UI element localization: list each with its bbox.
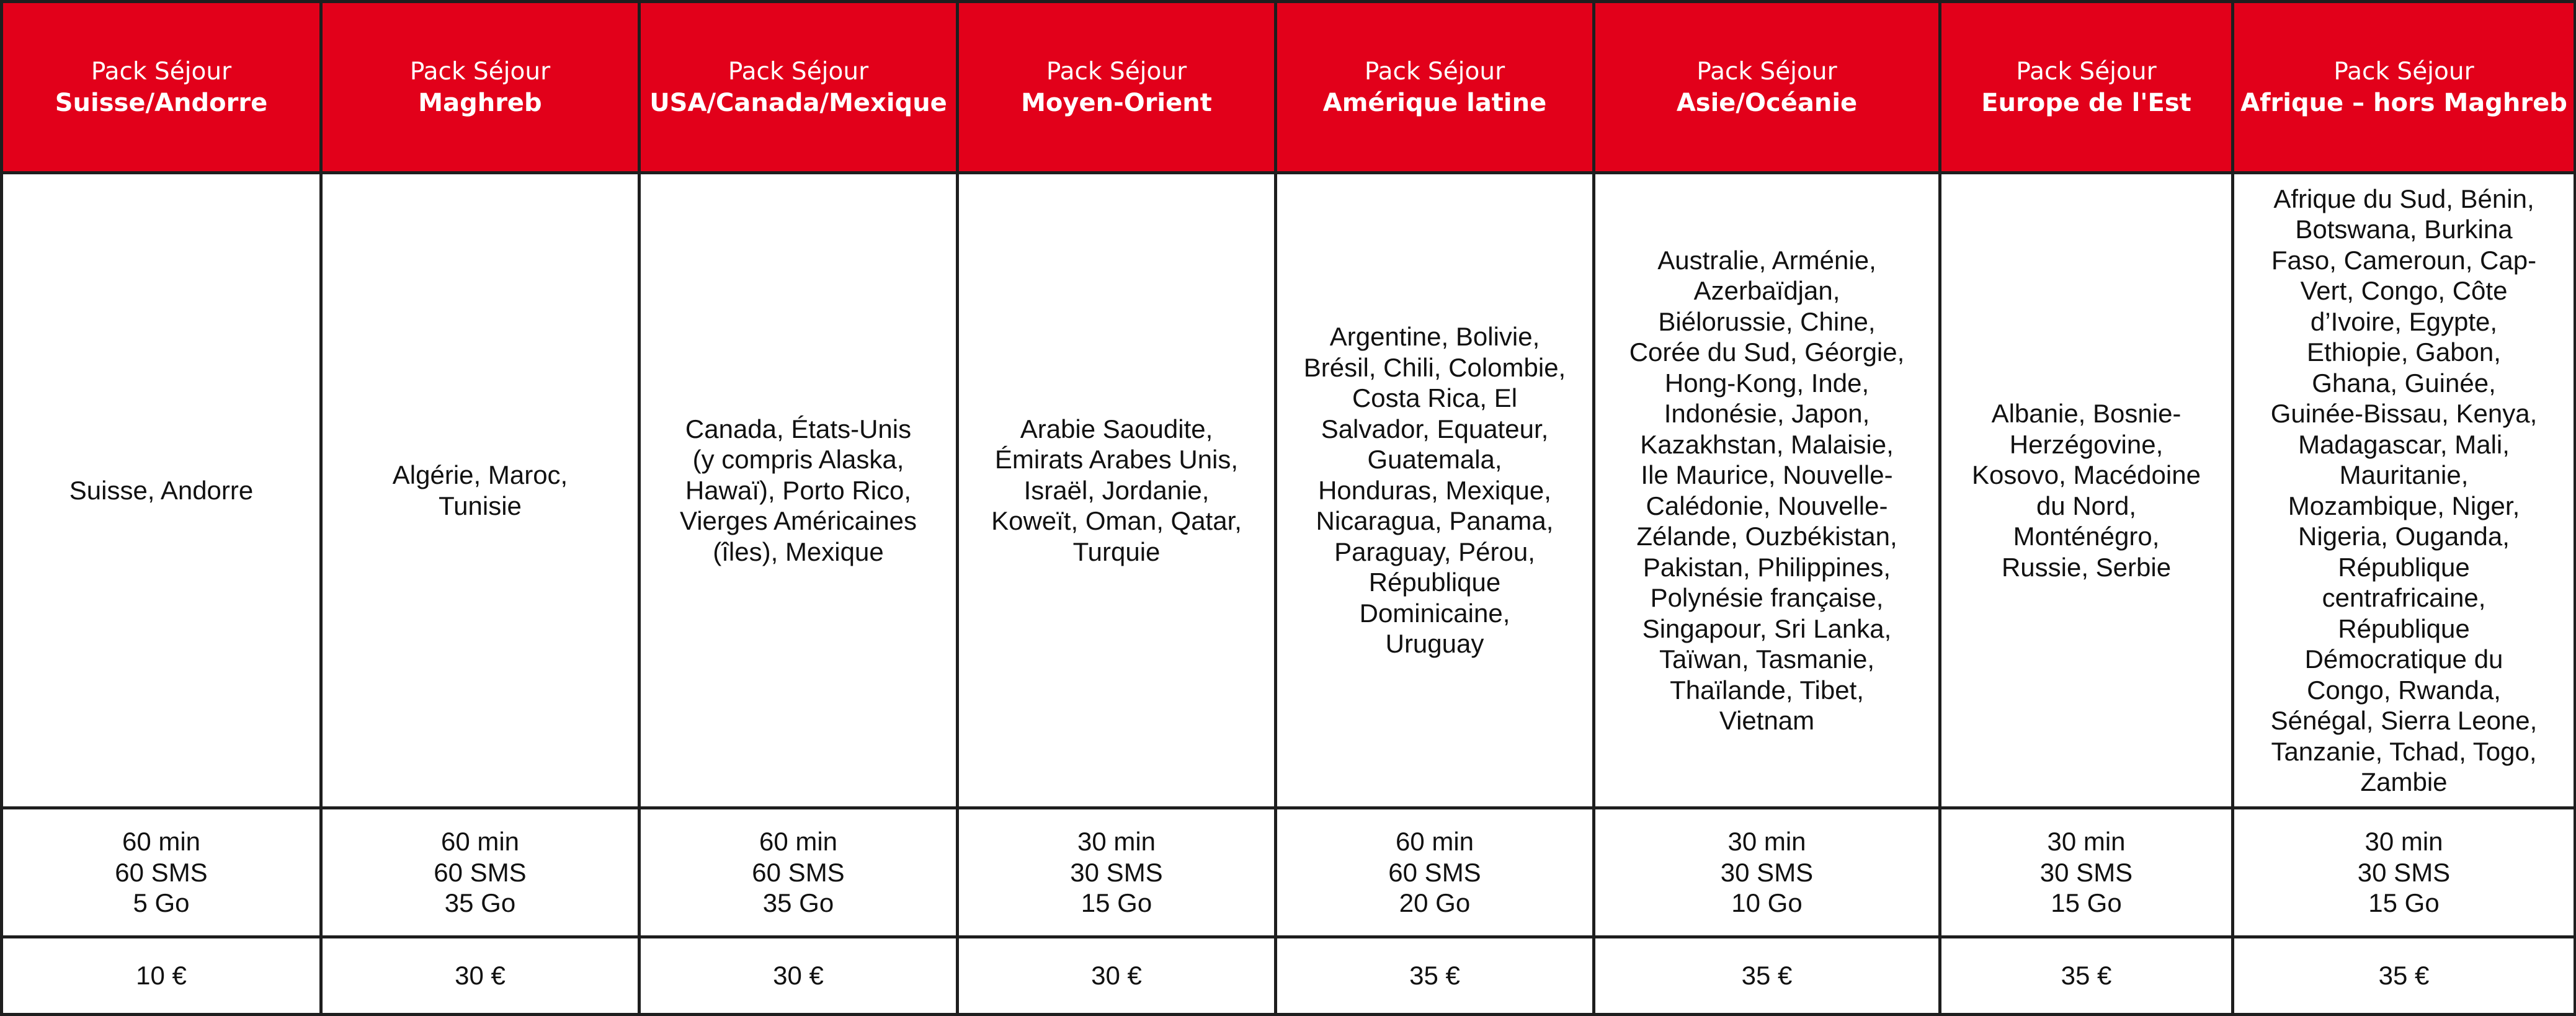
pack-header bbox=[1940, 2, 2233, 173]
allowance-line: 30 SMS bbox=[2039, 857, 2133, 887]
pack-name: Afrique – hors Maghreb bbox=[2240, 88, 2567, 117]
country-line: Kazakhstan, Malaisie, bbox=[1640, 429, 1894, 459]
pack-header-prefix: Pack Séjour bbox=[1046, 57, 1187, 86]
pack-allowance bbox=[321, 808, 640, 937]
country-line: Thaïlande, Tibet, bbox=[1670, 675, 1864, 705]
country-line: Honduras, Mexique, bbox=[1318, 475, 1551, 505]
pack-name: Europe de l'Est bbox=[1981, 88, 2191, 117]
allowance-line: 60 min bbox=[122, 827, 201, 857]
pack-header-prefix: Pack Séjour bbox=[2016, 57, 2157, 86]
country-line: Nicaragua, Panama, bbox=[1316, 506, 1554, 536]
pack-header bbox=[2, 2, 321, 173]
pack-header bbox=[1276, 2, 1594, 173]
pack-price: 35 € bbox=[1276, 937, 1594, 1015]
country-line: Russie, Serbie bbox=[2001, 552, 2172, 582]
allowance-line: 15 Go bbox=[1081, 888, 1152, 918]
price-row bbox=[2, 937, 2575, 1015]
country-line: Turquie bbox=[1072, 537, 1161, 566]
pack-header-prefix: Pack Séjour bbox=[2333, 57, 2474, 86]
pack-name: Suisse/Andorre bbox=[55, 88, 268, 117]
allowance-line: 30 SMS bbox=[1070, 857, 1163, 887]
pack-countries bbox=[2, 173, 321, 808]
country-line: Émirats Arabes Unis, bbox=[994, 445, 1239, 475]
country-line: Salvador, Equateur, bbox=[1321, 414, 1549, 443]
pack-allowance bbox=[958, 808, 1276, 937]
country-line: Démocratique du bbox=[2304, 644, 2503, 674]
country-line: Sénégal, Sierra Leone, bbox=[2270, 706, 2538, 735]
offer-row bbox=[2, 808, 2575, 937]
country-line: République bbox=[2338, 613, 2470, 643]
country-line: Vert, Congo, Côte bbox=[2300, 276, 2508, 305]
allowance-line: 30 min bbox=[1077, 827, 1156, 857]
allowance-line: 30 SMS bbox=[2357, 857, 2451, 887]
country-line: Afrique du Sud, Bénin, bbox=[2273, 184, 2534, 213]
pack-name: USA/Canada/Mexique bbox=[649, 88, 947, 117]
pack-price: 30 € bbox=[321, 937, 640, 1015]
allowance-line: 15 Go bbox=[2051, 888, 2122, 918]
pack-allowance bbox=[1276, 808, 1594, 937]
pack-name: Maghreb bbox=[418, 88, 542, 117]
pack-allowance bbox=[2, 808, 321, 937]
pack-price: 35 € bbox=[1594, 937, 1940, 1015]
country-line: Vierges Américaines bbox=[679, 506, 917, 536]
country-line: Vietnam bbox=[1719, 706, 1815, 735]
country-line: d’Ivoire, Egypte, bbox=[2310, 306, 2498, 336]
pack-header bbox=[2233, 2, 2575, 173]
pack-countries bbox=[1594, 173, 1940, 808]
country-line: Algérie, Maroc, bbox=[392, 460, 568, 489]
allowance-line: 35 Go bbox=[444, 888, 516, 918]
allowance-line: 30 SMS bbox=[1720, 857, 1814, 887]
country-line: Albanie, Bosnie- bbox=[1991, 399, 2182, 428]
country-line: Azerbaïdjan, bbox=[1693, 276, 1840, 305]
pack-name: Amérique latine bbox=[1322, 88, 1547, 117]
country-line: Costa Rica, El bbox=[1352, 383, 1518, 413]
country-line: République bbox=[1368, 568, 1501, 597]
allowance-line: 15 Go bbox=[2368, 888, 2440, 918]
allowance-line: 60 min bbox=[440, 827, 520, 857]
country-line: Uruguay bbox=[1385, 629, 1484, 659]
country-line: Botswana, Burkina bbox=[2295, 215, 2513, 244]
country-line: République bbox=[2338, 552, 2470, 582]
country-line: Herzégovine, bbox=[2009, 429, 2164, 459]
allowance-line: 60 SMS bbox=[115, 857, 208, 887]
pack-price: 30 € bbox=[640, 937, 958, 1015]
country-line: Monténégro, bbox=[2013, 522, 2160, 551]
country-line: Guinée-Bissau, Kenya, bbox=[2270, 399, 2538, 428]
pack-price: 35 € bbox=[1940, 937, 2233, 1015]
pack-price: 30 € bbox=[958, 937, 1276, 1015]
allowance-line: 60 SMS bbox=[752, 857, 845, 887]
allowance-line: 35 Go bbox=[762, 888, 834, 918]
country-line: Ile Maurice, Nouvelle- bbox=[1641, 460, 1893, 489]
country-line: Mauritanie, bbox=[2339, 460, 2469, 489]
allowance-line: 5 Go bbox=[133, 888, 190, 918]
pack-header-prefix: Pack Séjour bbox=[409, 57, 551, 86]
country-line: Ethiopie, Gabon, bbox=[2307, 337, 2501, 367]
country-line: (îles), Mexique bbox=[713, 537, 884, 566]
pack-price: 35 € bbox=[2233, 937, 2575, 1015]
country-line: Corée du Sud, Géorgie, bbox=[1629, 337, 1905, 367]
pack-allowance bbox=[2233, 808, 2575, 937]
pack-header bbox=[958, 2, 1276, 173]
pack-allowance bbox=[640, 808, 958, 937]
pack-header-prefix: Pack Séjour bbox=[91, 57, 232, 86]
country-line: Australie, Arménie, bbox=[1657, 245, 1876, 275]
pack-header bbox=[640, 2, 958, 173]
allowance-line: 60 min bbox=[759, 827, 838, 857]
pack-countries bbox=[640, 173, 958, 808]
pack-allowance bbox=[1594, 808, 1940, 937]
country-line: Tunisie bbox=[439, 491, 522, 520]
pack-header bbox=[321, 2, 640, 173]
country-line: Tanzanie, Tchad, Togo, bbox=[2271, 736, 2537, 766]
country-line: Suisse, Andorre bbox=[69, 475, 254, 505]
header-row bbox=[2, 2, 2575, 173]
country-line: Brésil, Chili, Colombie, bbox=[1303, 352, 1566, 382]
pack-header-prefix: Pack Séjour bbox=[728, 57, 869, 86]
pack-name: Asie/Océanie bbox=[1676, 88, 1858, 117]
country-line: Madagascar, Mali, bbox=[2298, 429, 2510, 459]
country-line: Pakistan, Philippines, bbox=[1642, 552, 1891, 582]
country-line: Nigeria, Ouganda, bbox=[2298, 522, 2510, 551]
allowance-line: 30 min bbox=[2364, 827, 2443, 857]
country-line: Koweït, Oman, Qatar, bbox=[991, 506, 1242, 536]
pack-countries bbox=[321, 173, 640, 808]
allowance-line: 60 SMS bbox=[434, 857, 527, 887]
allowance-line: 30 min bbox=[1727, 827, 1806, 857]
country-line: Mozambique, Niger, bbox=[2288, 491, 2520, 520]
country-line: Kosovo, Macédoine bbox=[1972, 460, 2201, 489]
pack-countries bbox=[958, 173, 1276, 808]
country-line: centrafricaine, bbox=[2322, 583, 2486, 612]
country-line: Guatemala, bbox=[1367, 445, 1502, 475]
pack-allowance bbox=[1940, 808, 2233, 937]
country-line: Zélande, Ouzbékistan, bbox=[1636, 522, 1897, 551]
country-line: Zambie bbox=[2360, 767, 2448, 796]
country-line: Singapour, Sri Lanka, bbox=[1642, 613, 1892, 643]
pack-price: 10 € bbox=[2, 937, 321, 1015]
pack-header-prefix: Pack Séjour bbox=[1696, 57, 1837, 86]
country-line: Argentine, Bolivie, bbox=[1329, 322, 1540, 352]
pack-name: Moyen-Orient bbox=[1021, 88, 1212, 117]
pack-countries bbox=[1940, 173, 2233, 808]
pack-header bbox=[1594, 2, 1940, 173]
country-line: Arabie Saoudite, bbox=[1020, 414, 1213, 443]
country-line: du Nord, bbox=[2036, 491, 2137, 520]
allowance-line: 10 Go bbox=[1731, 888, 1803, 918]
country-line: Calédonie, Nouvelle- bbox=[1646, 491, 1888, 520]
country-line: Paraguay, Pérou, bbox=[1334, 537, 1535, 566]
allowance-line: 30 min bbox=[2047, 827, 2126, 857]
country-line: Polynésie française, bbox=[1650, 583, 1884, 612]
allowance-line: 20 Go bbox=[1399, 888, 1471, 918]
pack-countries bbox=[1276, 173, 1594, 808]
pack-header-prefix: Pack Séjour bbox=[1364, 57, 1505, 86]
country-line: Hong-Kong, Inde, bbox=[1664, 368, 1870, 398]
country-line: Indonésie, Japon, bbox=[1664, 399, 1870, 428]
pack-countries bbox=[2233, 173, 2575, 808]
allowance-line: 60 min bbox=[1395, 827, 1474, 857]
country-line: Faso, Cameroun, Cap- bbox=[2271, 245, 2537, 275]
country-line: Dominicaine, bbox=[1359, 598, 1510, 628]
countries-row bbox=[2, 173, 2575, 808]
country-line: Ghana, Guinée, bbox=[2312, 368, 2496, 398]
country-line: (y compris Alaska, bbox=[692, 445, 904, 475]
country-line: Taïwan, Tasmanie, bbox=[1659, 644, 1875, 674]
country-line: Canada, États-Unis bbox=[685, 414, 912, 443]
country-line: Israël, Jordanie, bbox=[1023, 475, 1210, 505]
country-line: Hawaï), Porto Rico, bbox=[685, 475, 912, 505]
allowance-line: 60 SMS bbox=[1388, 857, 1481, 887]
country-line: Biélorussie, Chine, bbox=[1658, 306, 1876, 336]
country-line: Congo, Rwanda, bbox=[2307, 675, 2501, 705]
